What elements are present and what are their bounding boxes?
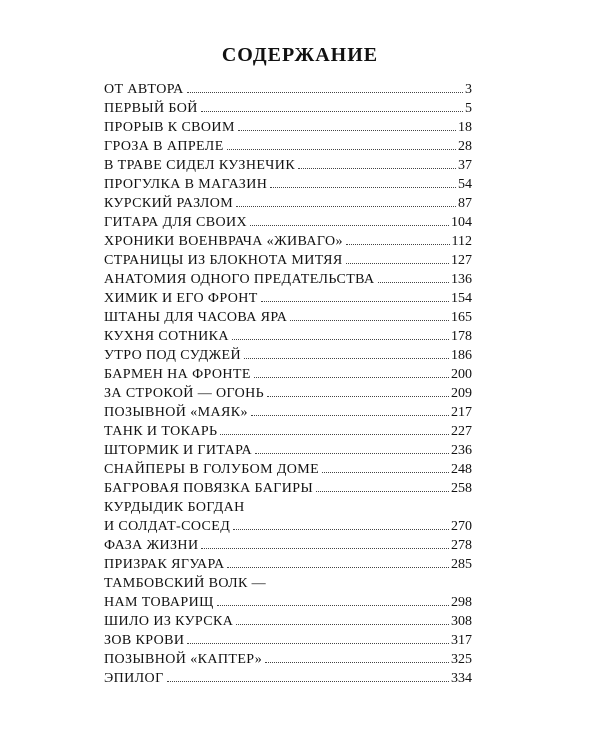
toc-entry-title: ПОЗЫВНОЙ «МАЯК» xyxy=(104,405,248,420)
dot-leader xyxy=(238,130,456,131)
toc-entry-page-number: 165 xyxy=(451,310,472,325)
dot-leader xyxy=(254,377,449,378)
toc-entry-title: В ТРАВЕ СИДЕЛ КУЗНЕЧИК xyxy=(104,158,296,173)
toc-entry-page-number: 112 xyxy=(451,234,472,249)
toc-entry-page-number: 248 xyxy=(451,462,472,477)
toc-entry-title: ШИЛО ИЗ КУРСКА xyxy=(104,614,234,629)
toc-entry xyxy=(104,517,472,536)
toc-entry-page-number: 28 xyxy=(458,139,472,154)
dot-leader xyxy=(217,605,449,606)
dot-leader xyxy=(236,206,456,207)
dot-leader xyxy=(346,244,450,245)
toc-entry-title: КУРСКИЙ РАЗЛОМ xyxy=(104,196,234,211)
dot-leader xyxy=(251,415,449,416)
page-title: СОДЕРЖАНИЕ xyxy=(221,44,379,66)
toc-entry xyxy=(104,327,472,346)
toc-entry xyxy=(104,365,472,384)
dot-leader xyxy=(232,339,449,340)
toc-entry-title: ПЕРВЫЙ БОЙ xyxy=(104,101,198,116)
dot-leader xyxy=(201,548,449,549)
toc-entry-page-number: 186 xyxy=(451,348,472,363)
dot-leader xyxy=(261,301,449,302)
toc-entry xyxy=(104,251,472,270)
toc-entry-page-number: 3 xyxy=(465,82,472,97)
toc-entry-title: ЗОВ КРОВИ xyxy=(104,633,185,648)
toc-entry-page-number: 317 xyxy=(451,633,472,648)
toc-entry-page-number: 217 xyxy=(451,405,472,420)
toc-entry xyxy=(104,650,472,669)
dot-leader xyxy=(244,358,449,359)
toc-entry-title: ПРОГУЛКА В МАГАЗИН xyxy=(104,177,268,192)
toc-entry-title: АНАТОМИЯ ОДНОГО ПРЕДАТЕЛЬСТВА xyxy=(104,272,375,287)
dot-leader xyxy=(290,320,449,321)
toc-entry-page-number: 54 xyxy=(458,177,472,192)
toc-entry xyxy=(104,346,472,365)
toc-entry xyxy=(104,422,472,441)
toc-entry xyxy=(104,593,472,612)
toc-entry xyxy=(104,479,472,498)
toc-entry xyxy=(104,118,472,137)
toc-entry-title: СТРАНИЦЫ ИЗ БЛОКНОТА МИТЯЯ xyxy=(104,253,343,268)
toc-entry-page-number: 5 xyxy=(465,101,472,116)
toc-entry-title: ШТАНЫ ДЛЯ ЧАСОВА ЯРА xyxy=(104,310,288,325)
toc-entry-title: ЗА СТРОКОЙ — ОГОНЬ xyxy=(104,386,265,401)
toc-entry xyxy=(104,80,472,99)
dot-leader xyxy=(167,681,449,682)
toc-entry-title: КУХНЯ СОТНИКА xyxy=(104,329,229,344)
toc-entry-title: ФАЗА ЖИЗНИ xyxy=(104,538,199,553)
toc-entry-title: ОТ АВТОРА xyxy=(104,82,184,97)
dot-leader xyxy=(316,491,449,492)
toc-entry-page-number: 258 xyxy=(451,481,472,496)
toc-entry xyxy=(104,213,472,232)
toc-entry xyxy=(104,137,472,156)
dot-leader xyxy=(233,529,449,530)
toc-entry-page-number: 87 xyxy=(458,196,472,211)
toc-entry-title: ПОЗЫВНОЙ «КАПТЕР» xyxy=(104,652,263,667)
toc-entry xyxy=(104,99,472,118)
toc-entry xyxy=(104,555,472,574)
toc-entry xyxy=(104,194,472,213)
toc-entry-page-number: 154 xyxy=(451,291,472,306)
toc-entry-page-number: 127 xyxy=(451,253,472,268)
dot-leader xyxy=(346,263,449,264)
toc-entry-page-number: 136 xyxy=(451,272,472,287)
toc-entry-page-number: 178 xyxy=(451,329,472,344)
dot-leader xyxy=(265,662,449,663)
toc-entry-title: ГРОЗА В АПРЕЛЕ xyxy=(104,139,224,154)
toc-entry-page-number: 308 xyxy=(451,614,472,629)
toc-entry xyxy=(104,403,472,422)
toc-entry-title: ШТОРМИК И ГИТАРА xyxy=(104,443,253,458)
dot-leader xyxy=(227,149,456,150)
toc-entry xyxy=(104,270,472,289)
toc-entry xyxy=(104,536,472,555)
dot-leader xyxy=(255,453,449,454)
toc-entry xyxy=(104,156,472,175)
toc-entry xyxy=(104,232,472,251)
dot-leader xyxy=(298,168,456,169)
toc-entry-title: ЭПИЛОГ xyxy=(104,671,164,686)
dot-leader xyxy=(267,396,449,397)
toc-entry-title: И СОЛДАТ-СОСЕД xyxy=(104,519,231,534)
toc-entry xyxy=(104,612,472,631)
toc-entry-page-number: 278 xyxy=(451,538,472,553)
toc-entry xyxy=(104,308,472,327)
toc-entry-title: ПРОРЫВ К СВОИМ xyxy=(104,120,235,135)
toc-entry-page-number: 209 xyxy=(451,386,472,401)
toc-entry-page-number: 200 xyxy=(451,367,472,382)
toc-entry-page-number: 104 xyxy=(451,215,472,230)
toc-entry-page-number: 270 xyxy=(451,519,472,534)
dot-leader xyxy=(270,187,456,188)
toc-entry-title: БАГРОВАЯ ПОВЯЗКА БАГИРЫ xyxy=(104,481,314,496)
dot-leader xyxy=(220,434,449,435)
toc-entry-title: ХИМИК И ЕГО ФРОНТ xyxy=(104,291,258,306)
toc-entry-page-number: 325 xyxy=(451,652,472,667)
toc-entry-title-line1: КУРДЫДИК БОГДАН xyxy=(104,500,245,515)
toc-entry-title: ХРОНИКИ ВОЕНВРАЧА «ЖИВАГО» xyxy=(104,234,343,249)
dot-leader xyxy=(201,111,463,112)
toc-entry-title: ГИТАРА ДЛЯ СВОИХ xyxy=(104,215,248,230)
toc-entry xyxy=(104,669,472,688)
toc-entry xyxy=(104,175,472,194)
toc-entry-page-number: 285 xyxy=(451,557,472,572)
toc-entry-page-number: 227 xyxy=(451,424,472,439)
dot-leader xyxy=(322,472,449,473)
dot-leader xyxy=(378,282,449,283)
dot-leader xyxy=(187,92,463,93)
toc-entry-title-line1: ТАМБОВСКИЙ ВОЛК — xyxy=(104,576,267,591)
toc-entry xyxy=(104,631,472,650)
toc-entry xyxy=(104,384,472,403)
toc-entry xyxy=(104,289,472,308)
toc-entry-title: БАРМЕН НА ФРОНТЕ xyxy=(104,367,251,382)
toc-entry-page-number: 334 xyxy=(451,671,472,686)
toc-entry-title: ПРИЗРАК ЯГУАРА xyxy=(104,557,225,572)
dot-leader xyxy=(187,643,449,644)
toc-entry-page-number: 18 xyxy=(458,120,472,135)
toc-entry-page-number: 298 xyxy=(451,595,472,610)
dot-leader xyxy=(227,567,449,568)
toc-entry xyxy=(104,441,472,460)
toc-entry-title: ТАНК И ТОКАРЬ xyxy=(104,424,218,439)
toc-entry xyxy=(104,460,472,479)
toc-entry-title: УТРО ПОД СУДЖЕЙ xyxy=(104,348,242,363)
toc-entry-title: НАМ ТОВАРИЩ xyxy=(104,595,214,610)
toc-entry-title: СНАЙПЕРЫ В ГОЛУБОМ ДОМЕ xyxy=(104,462,320,477)
dot-leader xyxy=(236,624,449,625)
toc-entry-page-number: 37 xyxy=(458,158,472,173)
dot-leader xyxy=(250,225,449,226)
toc-entry-page-number: 236 xyxy=(451,443,472,458)
table-of-contents xyxy=(104,80,472,688)
